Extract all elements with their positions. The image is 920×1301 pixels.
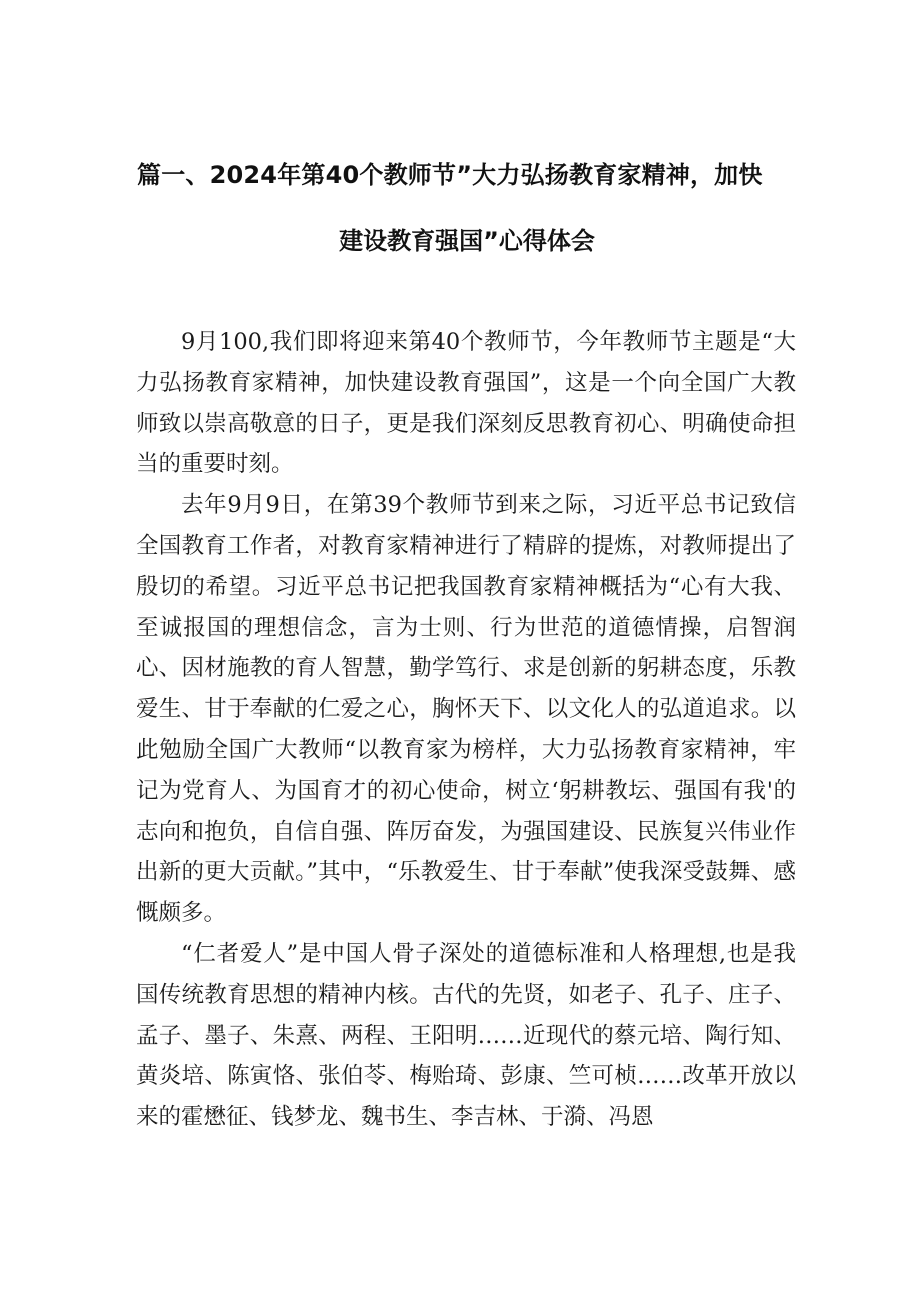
paragraph-1: 9月100,我们即将迎来第40个教师节，今年教师节主题是“大力弘扬教育家精神，加快建设教育强国”，这是一个向全国广大教师致以崇高敬意的日子，更是我们深刻反思教育初心、明确使命担当的重要时刻。 — [136, 329, 796, 478]
document-body — [136, 322, 796, 1138]
document-title-line-2: 建设教育强国”心得体会 — [339, 227, 595, 255]
paragraph-3: “仁者爱人”是中国人骨子深处的道德标准和人格理想,也是我国传统教育思想的精神内核。古代的先贤，如老子、孔子、庄子、孟子、墨子、朱熹、两程、王阳明……近现代的蔡元培、陶行知、黄炎培、陈寅恪、张伯苓、梅贻琦、彭康、竺可桢……改革开放以来的霍懋征、钱梦龙、魏书生、李吉林、于漪、冯恩 — [136, 940, 796, 1131]
document-title-line-1: 篇一、2024年第40个教师节”大力弘扬教育家精神，加快 — [137, 161, 763, 189]
paragraph-2: 去年9月9日，在第39个教师节到来之际，习近平总书记致信全国教育工作者，对教育家精神进行了精辟的提炼，对教师提出了殷切的希望。习近平总书记把我国教育家精神概括为“心有大我、至诚报国的理想信念，言为士则、行为世范的道德情操，启智润心、因材施教的育人智慧，勤学笃行、求是创新的躬耕态度，乐教爱生、甘于奉献的仁爱之心，胸怀天下、以文化人的弘道追求。以此勉励全国广大教师“以教育家为榜样，大力弘扬教育家精神，牢记为党育人、为国育才的初心使命，树立‘躬耕教坛、强国有我'的志向和抱负，自信自强、阵厉奋发，为强国建设、民族复兴伟业作出新的更大贡献。”其中，“乐教爱生、甘于奉献”使我深受鼓舞、感慨颇多。 — [136, 492, 796, 927]
